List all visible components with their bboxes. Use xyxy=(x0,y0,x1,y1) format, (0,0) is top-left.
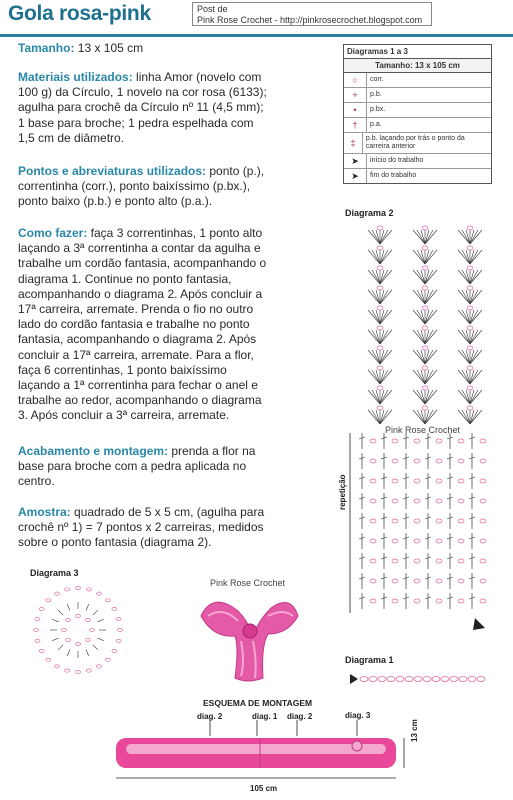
end-arrow-icon: ➤ xyxy=(344,169,367,183)
section-pontos xyxy=(18,164,268,210)
como-label: Como fazer: xyxy=(18,226,88,240)
legend-text: p.bx. xyxy=(370,106,386,113)
watermark: Pink Rose Crochet xyxy=(385,425,461,435)
legend-text: p.b. laçando por trás o ponto da carreira anterior xyxy=(365,135,465,150)
tamanho-value: 13 x 105 cm xyxy=(74,41,144,55)
slip-stitch-icon: • xyxy=(344,103,367,117)
legend-text: p.a. xyxy=(370,121,382,128)
section-tamanho xyxy=(18,41,268,56)
flower-pattern xyxy=(34,586,123,673)
cord-pattern xyxy=(360,677,485,682)
watermark-photo: Pink Rose Crochet xyxy=(210,578,286,588)
assembly-diag2-left: diag. 2 xyxy=(197,712,223,721)
legend-table xyxy=(343,44,492,184)
diagram3-label: Diagrama 3 xyxy=(30,568,79,578)
chain-icon: ○ xyxy=(344,73,367,87)
diagram1-label: Diagrama 1 xyxy=(345,655,394,665)
legend-text: corr. xyxy=(370,76,384,83)
materiais-label: Materiais utilizados: xyxy=(18,70,133,84)
assembly-height: 13 cm xyxy=(410,719,419,742)
assembly-width: 105 cm xyxy=(250,784,278,793)
single-crochet-icon: + xyxy=(344,88,367,102)
post-credit-line1: Post de xyxy=(197,4,228,14)
acabamento-label: Acabamento e montagem: xyxy=(18,444,169,458)
section-amostra xyxy=(18,505,268,551)
legend-row xyxy=(344,154,491,169)
legend-row xyxy=(344,118,491,133)
repeat-pattern xyxy=(359,433,486,609)
flower-icon xyxy=(352,741,362,751)
materiais-value: linha Amor (novelo com 100 g) da Círculo, 1 novelo na cor rosa (6133); agulha para crochê da Círculo nº 11 (4,5 mm); 1 base para broche; 1 pedra espelhada com 1,5 cm de diâmetro. xyxy=(18,70,267,145)
fan-pattern xyxy=(368,226,482,424)
amostra-label: Amostra: xyxy=(18,505,71,519)
assembly-diag1: diag. 1 xyxy=(252,712,278,721)
legend-text: fim do trabalho xyxy=(370,172,417,179)
assembly-diagram xyxy=(112,718,412,792)
section-como-fazer xyxy=(18,226,268,424)
back-loop-stitch-icon: ‡ xyxy=(344,133,363,153)
diagram1-chart xyxy=(348,668,498,690)
scarf-photo xyxy=(193,586,303,686)
legend-row xyxy=(344,88,491,103)
como-value: faça 3 correntinhas, 1 ponto alto laçando a 3ª correntinha a contar da agulha e trabalhe um cordão fantasia, acompanhando o diagrama 1. Continue no ponto fantasia, acompanhando o diagrama 2. Após concluir a 17ª carreira, arremate. Prenda o fio no outro lado do cordão fantasia e trabalhe no ponto fantasia, acompanhando o diagrama 2. Após concluir a 17ª carreira, arremate. Para a flor, faça 6 correntinhas, 1 ponto baixíssimo laçando a 1ª correntinha para fechar o anel e trabalhe ao redor, acompanhando o diagrama 3. Após concluir a 3ª carreira, arremate. xyxy=(18,226,267,423)
legend-text: p.b. xyxy=(370,91,382,98)
legend-row xyxy=(344,103,491,118)
legend-text: início do trabalho xyxy=(370,157,424,164)
tamanho-label: Tamanho: xyxy=(18,41,75,55)
assembly-title: ESQUEMA DE MONTAGEM xyxy=(203,698,313,708)
legend-row xyxy=(344,73,491,88)
diagram2-label: Diagrama 2 xyxy=(345,208,394,218)
header-divider xyxy=(0,34,513,37)
section-materiais xyxy=(18,70,268,146)
start-arrow-icon xyxy=(350,674,358,684)
double-crochet-icon: † xyxy=(344,118,367,132)
start-arrow-icon: ➤ xyxy=(344,154,367,168)
post-credit-box xyxy=(192,2,432,26)
end-arrow-icon xyxy=(473,618,485,630)
acabamento-value: prenda a flor na base para broche com a pedra aplicada no centro. xyxy=(18,444,256,489)
diagram3-chart xyxy=(28,580,128,680)
pontos-value: ponto (p.), correntinha (corr.), ponto baixíssimo (p.bx.), ponto baixo (p.b.) e ponto alto (p.a.). xyxy=(18,164,265,209)
assembly-diag2-right: diag. 2 xyxy=(287,712,313,721)
repeat-label: repetição xyxy=(338,474,347,510)
amostra-value: quadrado de 5 x 5 cm, (agulha para crochê nº 1) = 7 pontos x 2 carreiras, medidos sobre o ponto fantasia (diagrama 2). xyxy=(18,505,265,550)
page-title: Gola rosa-pink xyxy=(8,2,151,25)
legend-row xyxy=(344,169,491,183)
legend-title: Diagramas 1 a 3 xyxy=(344,45,491,59)
legend-size: Tamanho: 13 x 105 cm xyxy=(344,59,491,73)
post-credit-line2: Pink Rose Crochet - http://pinkrosecrochet.blogspot.com xyxy=(197,15,423,25)
legend-row xyxy=(344,133,491,154)
assembly-diag3: diag. 3 xyxy=(345,711,371,720)
pontos-label: Pontos e abreviaturas utilizados: xyxy=(18,164,207,178)
section-acabamento xyxy=(18,444,268,490)
